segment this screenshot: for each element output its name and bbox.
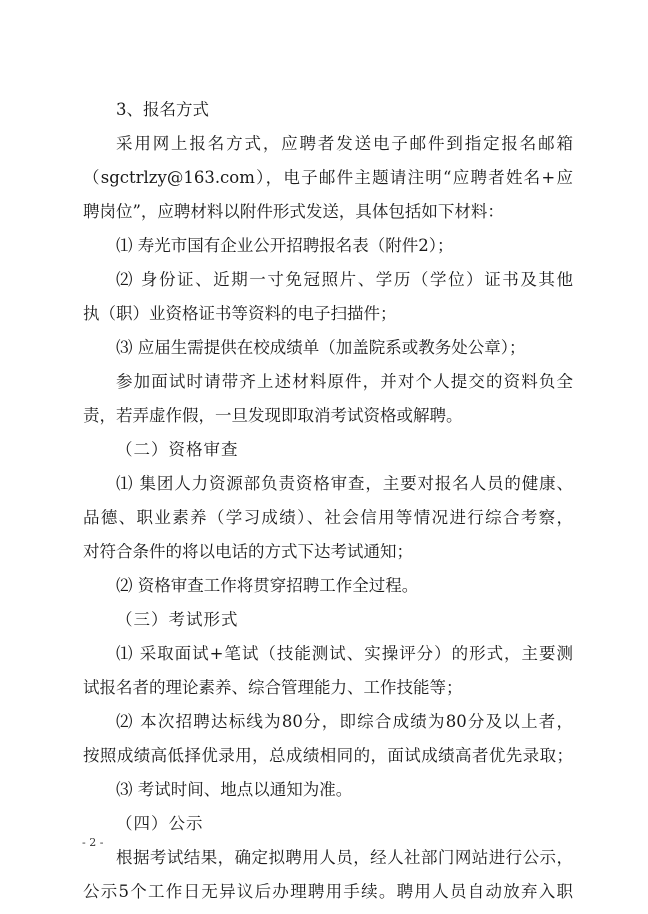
text-line: 执（职）业资格证书等资料的电子扫描件； (83, 304, 397, 323)
text-line: （sgctrlzy@163.com），电子邮件主题请注明“应聘者姓名+应 (83, 168, 573, 187)
text-line: ⑶ 应届生需提供在校成绩单（加盖院系或教务处公章）； (116, 338, 526, 357)
section-heading: （四）公示 (116, 814, 204, 833)
text-line: 试报名者的理论素养、综合管理能力、工作技能等； (83, 678, 463, 697)
text-line: 采用网上报名方式，应聘者发送电子邮件到指定报名邮箱 (116, 134, 573, 153)
section-heading: （二）资格审查 (116, 440, 239, 459)
text-line: ⑶ 考试时间、地点以通知为准。 (116, 780, 353, 799)
text-line: 聘岗位”，应聘材料以附件形式发送，具体包括如下材料： (83, 202, 504, 221)
text-line: 责，若弄虚作假，一旦发现即取消考试资格或解聘。 (83, 406, 463, 425)
text-line: 3、报名方式 (116, 100, 209, 119)
text-line: 公示5个工作日无异议后办理聘用手续。聘用人员自动放弃入职 (83, 882, 573, 901)
page-number: - 2 - (82, 836, 104, 849)
text-line: ⑵ 资格审查工作将贯穿招聘工作全过程。 (116, 576, 419, 595)
text-line: ⑵ 身份证、近期一寸免冠照片、学历（学位）证书及其他 (116, 270, 573, 289)
text-line: ⑴ 集团人力资源部负责资格审查，主要对报名人员的健康、 (116, 474, 573, 493)
text-line: 对符合条件的将以电话的方式下达考试通知； (83, 542, 413, 561)
text-line: ⑴ 采取面试+笔试（技能测试、实操评分）的形式，主要测 (116, 644, 573, 663)
text-line: 参加面试时请带齐上述材料原件，并对个人提交的资料负全 (116, 372, 573, 391)
text-line: 品德、职业素养（学习成绩）、社会信用等情况进行综合考察， (83, 508, 573, 527)
text-line: 根据考试结果，确定拟聘用人员，经人社部门网站进行公示， (116, 848, 573, 867)
section-heading: （三）考试形式 (116, 610, 239, 629)
document-body (83, 93, 573, 909)
text-line: ⑴ 寿光市国有企业公开招聘报名表（附件2）； (116, 236, 454, 255)
text-line: ⑵ 本次招聘达标线为80分，即综合成绩为80分及以上者， (116, 712, 573, 731)
text-line: 按照成绩高低择优录用，总成绩相同的，面试成绩高者优先录取； (83, 746, 573, 765)
